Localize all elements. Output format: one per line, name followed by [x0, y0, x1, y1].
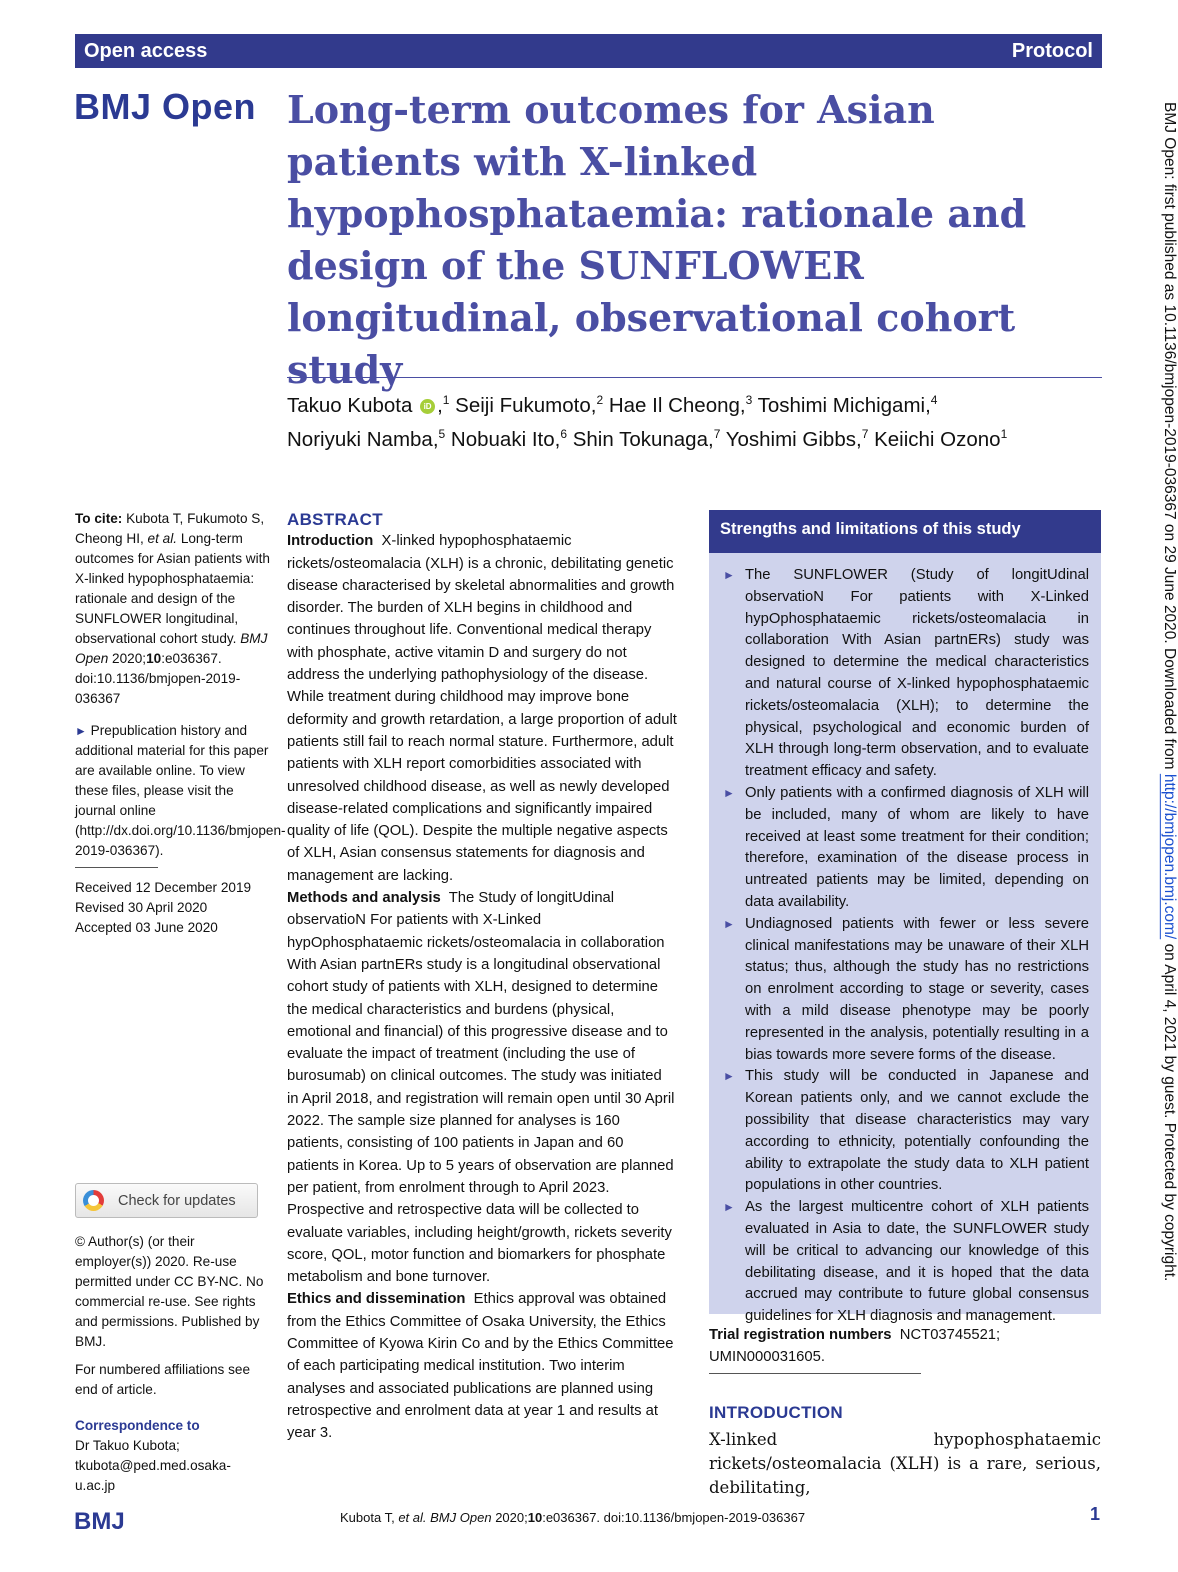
download-watermark [1160, 102, 1178, 1281]
author-name: Toshimi Michigami, [757, 393, 931, 417]
sidebar-divider [75, 867, 158, 868]
affiliation-mark: 4 [930, 393, 938, 407]
correspondence-heading: Correspondence to [75, 1418, 200, 1433]
author-name: Keiichi Ozono [874, 427, 1001, 451]
cite-text: Long-term outcomes for Asian patients with X-linked hypophosphataemia: rationale and design of the SUNFLOWER longitudinal, observational cohort study. [75, 531, 270, 646]
section-label: Introduction [287, 533, 374, 550]
section-text: The Study of longitUdinal observatioN For patients with X-Linked hypOphosphataemic rickets/osteomalacia in collaboration With Asian partnERs study is a longitudinal observational cohort study of patients with XLH, designed to determine the medical characteristics and burdens (physical, emotional and financial) of this progressive disease and to evaluate the impact of treatment (including the use of burosumab) on clinical outcomes. The study was initiated in April 2018, and registration will remain open until 30 April 2022. The sample size planned for analyses is 160 patients, consisting of 100 patients in Japan and 60 patients in Korea. Up to 5 years of observation are planned per patient, from enrolment through to April 2023. Prospective and retrospective data will be collected to evaluate variables, including height/growth, rickets severity score, QOL, motor function and biomarkers for phosphate metabolism and bone turnover. [287, 890, 675, 1286]
trial-numbers: NCT03745521; UMIN000031605. [709, 1327, 1001, 1365]
cite-etal: et al. [147, 531, 178, 546]
triangle-bullet-icon: ► [75, 724, 87, 738]
footer-cite-year: 2020; [495, 1510, 528, 1525]
affiliation-mark: 2 [596, 393, 604, 407]
side-note-text: BMJ Open: first published as 10.1136/bmjopen-2019-036367 on 29 June 2020. Downloaded from [1161, 102, 1178, 770]
check-updates-label: Check for updates [118, 1193, 236, 1209]
received-date: Received 12 December 2019 [75, 880, 252, 895]
affiliation-mark: 6 [560, 426, 568, 441]
article-title: Long-term outcomes for Asian patients with X-linked hypophosphataemia: rationale and design of the SUNFLOWER longitudinal, observational cohort study [287, 87, 1027, 392]
footer-logo: BMJ [74, 1508, 125, 1535]
footer-cite-etal: et al. [398, 1510, 427, 1525]
orcid-icon[interactable]: iD [420, 399, 435, 414]
cite-year: 2020; [112, 651, 147, 666]
cite-doi: :e036367. doi:10.1136/bmjopen-2019-036367 [75, 651, 241, 706]
footer-cite-volume: 10 [527, 1510, 543, 1525]
introduction-heading: INTRODUCTION [709, 1403, 843, 1422]
affiliation-mark: 7 [713, 426, 721, 441]
correspondence-email[interactable]: tkubota@ped.med.osaka-u.ac.jp [75, 1458, 231, 1493]
author-name: Seiji Fukumoto, [455, 393, 597, 417]
footer-cite-text: Kubota T, [340, 1510, 395, 1525]
prepub-note [75, 721, 286, 861]
affiliation-mark: 3 [745, 393, 753, 407]
citation-block [75, 509, 270, 709]
crossmark-icon [83, 1190, 104, 1211]
cite-volume: 10 [146, 651, 162, 666]
strengths-heading: Strengths and limitations of this study [709, 510, 1101, 553]
author-name: Yoshimi Gibbs, [725, 427, 862, 451]
title-divider [287, 377, 1102, 378]
affiliation-mark: 1 [1000, 426, 1008, 441]
check-updates-button[interactable] [75, 1183, 258, 1218]
list-item: ► As the largest multicentre cohort of XLH patients evaluated in Asia to date, the SUNFLOWER study will be critical to advancing our knowledge of this debilitating disease, and it is hoped that the data accrued may contribute to future global consensus guidelines for XLH diagnosis and management. [721, 1197, 1089, 1328]
section-label: Ethics and dissemination [287, 1291, 466, 1308]
section-text: Ethics approval was obtained from the Ethics Committee of Osaka University, the Ethics Committee of Kyowa Kirin Co and by the Ethics Committee of each participating medical institution. Two interim analyses and associated publications are planned using retrospective and enrolment data at year 1 and results at year 3. [287, 1291, 674, 1442]
open-access-label: Open access [84, 40, 208, 62]
abstract [287, 509, 677, 1444]
page-number: 1 [1090, 1504, 1101, 1524]
strengths-limitations-box [709, 510, 1101, 1325]
section-label: Methods and analysis [287, 890, 441, 907]
list-item: ► Undiagnosed patients with fewer or less severe clinical manifestations may be unaware of their XLH status; thus, although the study has no restrictions on enrolment according to stage or severity, cases with a mild disease phenotype may be poorly represented in the analysis, potentially resulting in a bias towards more severe forms of the disease. [721, 914, 1089, 1067]
author-list: Takuo Kubota iD ,$^1$ Seiji Fukumoto,$^2$ Hae Il Cheong,$^3$ Toshimi Michigami,$^4$ Noriyuki Namba,$^5$ Nobuaki Ito,$^6$ Shin Tokunaga,$^7$ Yoshimi Gibbs,$^7$ Keiichi Ozono$^1$ [287, 393, 1008, 451]
author-name: Nobuaki Ito, [450, 427, 561, 451]
affiliation-mark: 7 [861, 426, 869, 441]
cite-journal: BMJ Open [75, 631, 268, 666]
affiliation-mark: 1 [442, 393, 450, 407]
copyright-notice: © Author(s) (or their employer(s)) 2020. Re-use permitted under CC BY-NC. No commercial re-use. See rights and permissions. Published by BMJ. [75, 1234, 264, 1349]
footer-citation [340, 1510, 805, 1525]
abstract-methods [287, 887, 677, 1288]
cite-label: To cite: [75, 511, 123, 526]
journal-link[interactable]: http://bmjopen.bmj.com/ [1161, 773, 1178, 940]
journal-logo: BMJ Open [74, 86, 257, 127]
affiliations-note: For numbered affiliations see end of article. [75, 1362, 251, 1397]
list-item: ► This study will be conducted in Japanese and Korean patients only, and we cannot exclude the possibility that disease characteristics may vary according to ethnicity, potentially confounding the ability to extrapolate the study data to XLH patient populations in other countries. [721, 1066, 1089, 1197]
abstract-introduction [287, 530, 677, 887]
side-note-text: on April 4, 2021 by guest. Protected by copyright. [1161, 943, 1178, 1282]
author-name: Hae Il Cheong, [608, 393, 746, 417]
sidebar [75, 509, 286, 1496]
accepted-date: Accepted 03 June 2020 [75, 920, 218, 935]
introduction-text: X-linked hypophosphataemic rickets/osteomalacia (XLH) is a rare, serious, debilitating, [709, 1430, 1101, 1497]
article-type-label: Protocol [1011, 40, 1093, 62]
list-item: ► Only patients with a confirmed diagnosis of XLH will be included, many of whom are likely to have received at least some treatment for their condition; therefore, examination of the disease process in untreated patients may be limited, depending on data availability. [721, 783, 1089, 914]
revised-date: Revised 30 April 2020 [75, 900, 208, 915]
affiliation-mark: 5 [438, 426, 446, 441]
footer-cite-journal: BMJ Open [430, 1510, 492, 1525]
abstract-heading: ABSTRACT [287, 510, 383, 529]
list-item: ► The SUNFLOWER (Study of longitUdinal observatioN For patients with X-Linked hypOphosphataemic rickets/osteomalacia in collaboration With Asian partnERs) study was designed to determine the medical characteristics and natural course of X-linked hypophosphataemic rickets/osteomalacia (XLH); to determine the physical, psychological and economic burden of XLH through long-term observation, and to evaluate treatment efficacy and safety. [721, 565, 1089, 783]
header-bar [75, 34, 1102, 68]
trial-registration [709, 1324, 1101, 1368]
section-text: X-linked hypophosphataemic rickets/osteomalacia (XLH) is a chronic, debilitating genetic disease characterised by skeletal abnormalities and growth disorder. The burden of XLH begins in childhood and continues throughout life. Conventional medical therapy with phosphate, active vitamin D and surgery do not address the underlying pathophysiology of the disease. While treatment during childhood may improve bone deformity and growth retardation, a large proportion of adult patients still fail to reach normal stature. Furthermore, adult patients with XLH report comorbidities associated with unresolved childhood disease, as well as newly developed disease-related complications and significantly impaired quality of life (QOL). Despite the multiple negative aspects of XLH, Asian consensus statements for diagnosis and management are lacking. [287, 533, 677, 884]
abstract-ethics [287, 1288, 677, 1444]
author-name: Shin Tokunaga, [572, 427, 714, 451]
footer-cite-doi: :e036367. doi:10.1136/bmjopen-2019-036367 [542, 1510, 806, 1525]
prepub-link[interactable]: Prepublication history and additional material for this paper are available online. To view these files, please visit the journal online (http://dx.doi.org/10.1136/bmjopen-2019-036367). [75, 723, 286, 858]
trial-divider [709, 1373, 921, 1374]
author-name: Noriyuki Namba, [287, 427, 439, 451]
cite-text: Kubota T, Fukumoto S, Cheong HI, [75, 511, 265, 546]
correspondence-name: Dr Takuo Kubota; [75, 1438, 180, 1453]
trial-label: Trial registration numbers [709, 1327, 892, 1343]
strengths-list [709, 553, 1101, 1328]
author-name: Takuo Kubota [287, 393, 413, 417]
